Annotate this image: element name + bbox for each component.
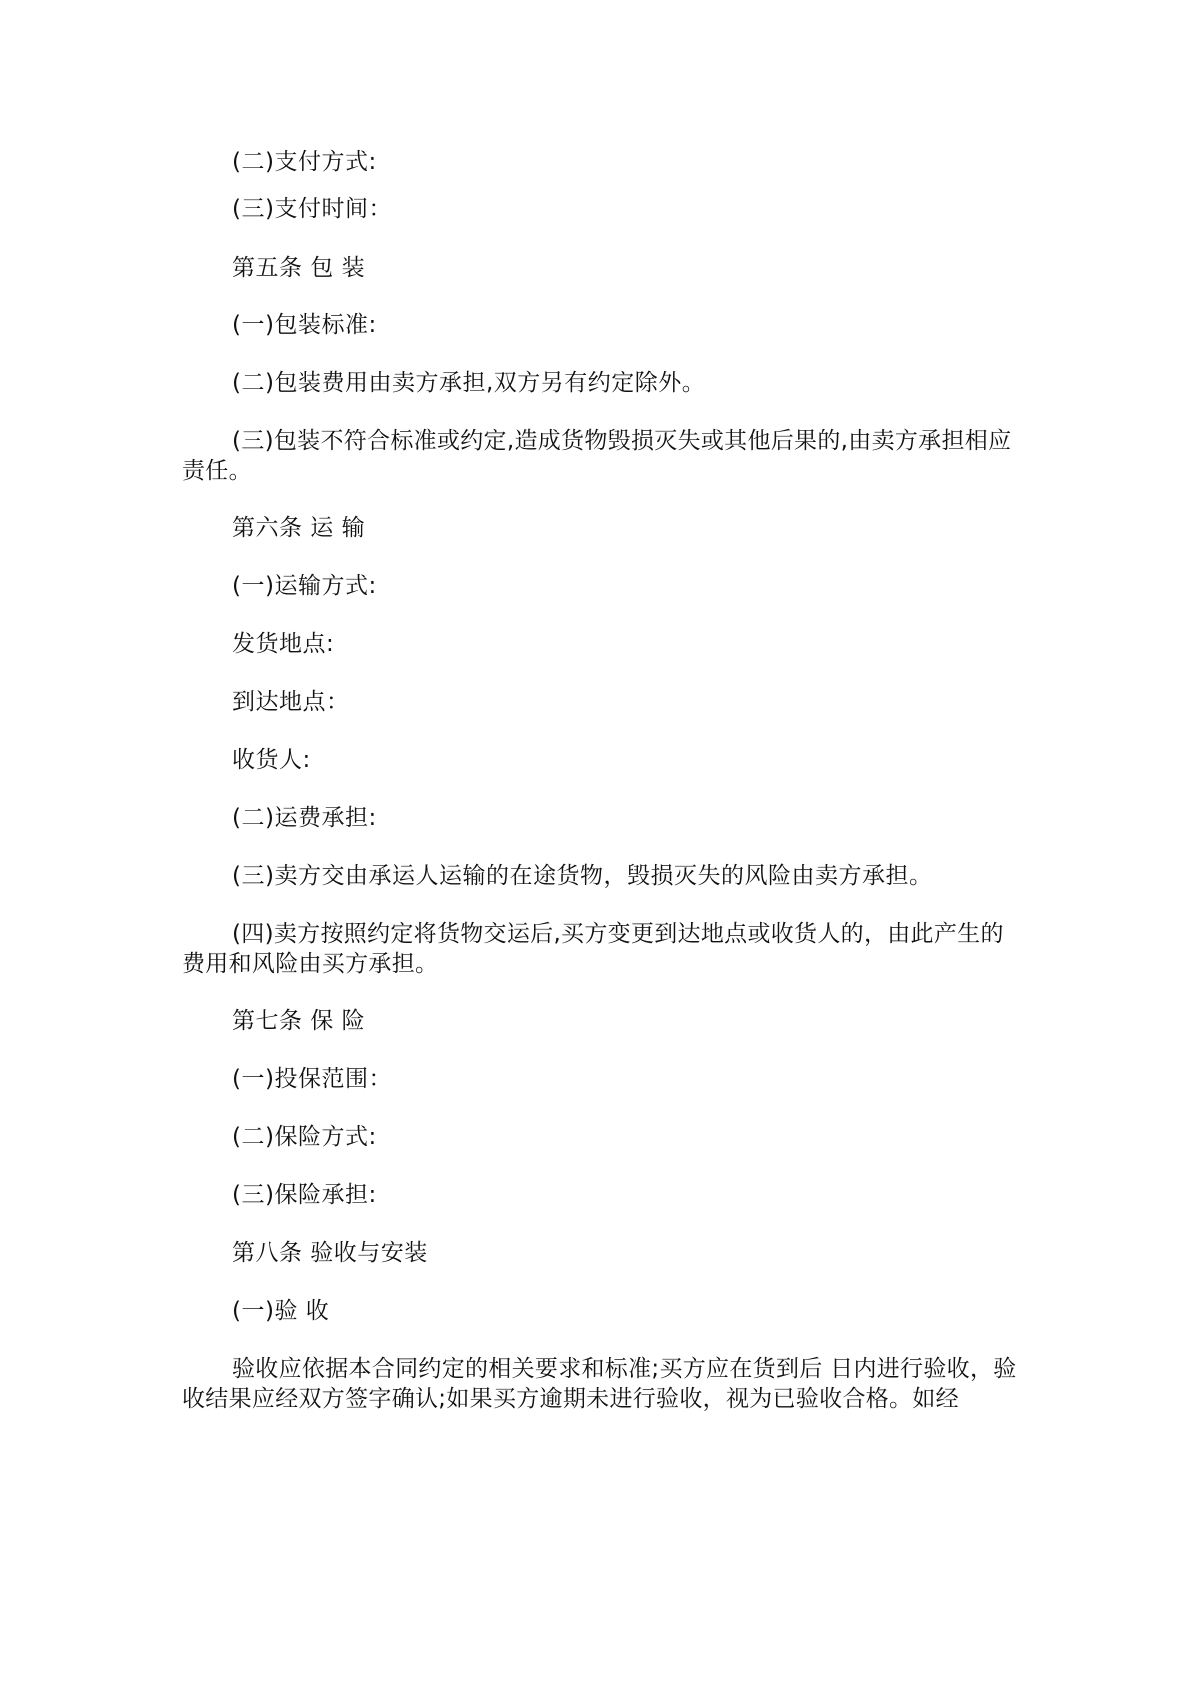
transport-method-line: (一)运输方式: xyxy=(232,573,377,599)
consignee-line: 收货人: xyxy=(232,747,311,773)
shipping-place-line: 发货地点: xyxy=(232,631,335,657)
arrival-place-line: 到达地点： xyxy=(232,689,350,715)
transit-risk-line: (三)卖方交由承运人运输的在途货物，毁损灭失的风险由卖方承担。 xyxy=(232,863,933,889)
article-7-heading: 第七条 保 险 xyxy=(232,1008,366,1034)
article-5-heading: 第五条 包 装 xyxy=(232,255,366,281)
insurance-bearer-line: (三)保险承担: xyxy=(232,1182,377,1208)
packaging-cost-line: (二)包装费用由卖方承担,双方另有约定除外。 xyxy=(232,370,706,396)
inspection-subheading: (一)验 收 xyxy=(232,1298,330,1324)
packaging-standard-line: (一)包装标准: xyxy=(232,312,377,338)
payment-method-line: (二)支付方式: xyxy=(232,149,377,175)
payment-time-line: (三)支付时间： xyxy=(232,196,392,222)
article-8-heading: 第八条 验收与安装 xyxy=(232,1240,428,1266)
freight-line: (二)运费承担: xyxy=(232,805,377,831)
insurance-scope-line: (一)投保范围： xyxy=(232,1066,392,1092)
insurance-method-line: (二)保险方式: xyxy=(232,1124,377,1150)
change-destination-paragraph: (四)卖方按照约定将货物交运后,买方变更到达地点或收货人的，由此产生的费用和风险由买方承担。 xyxy=(182,921,1004,977)
inspection-paragraph: 验收应依据本合同约定的相关要求和标准;买方应在货到后 日内进行验收，验收结果应经双方签字确认;如果买方逾期未进行验收，视为已验收合格。如经 xyxy=(182,1356,1017,1412)
packaging-liability-paragraph: (三)包装不符合标准或约定,造成货物毁损灭失或其他后果的,由卖方承担相应责任。 xyxy=(182,428,1012,484)
article-6-heading: 第六条 运 输 xyxy=(232,515,366,541)
